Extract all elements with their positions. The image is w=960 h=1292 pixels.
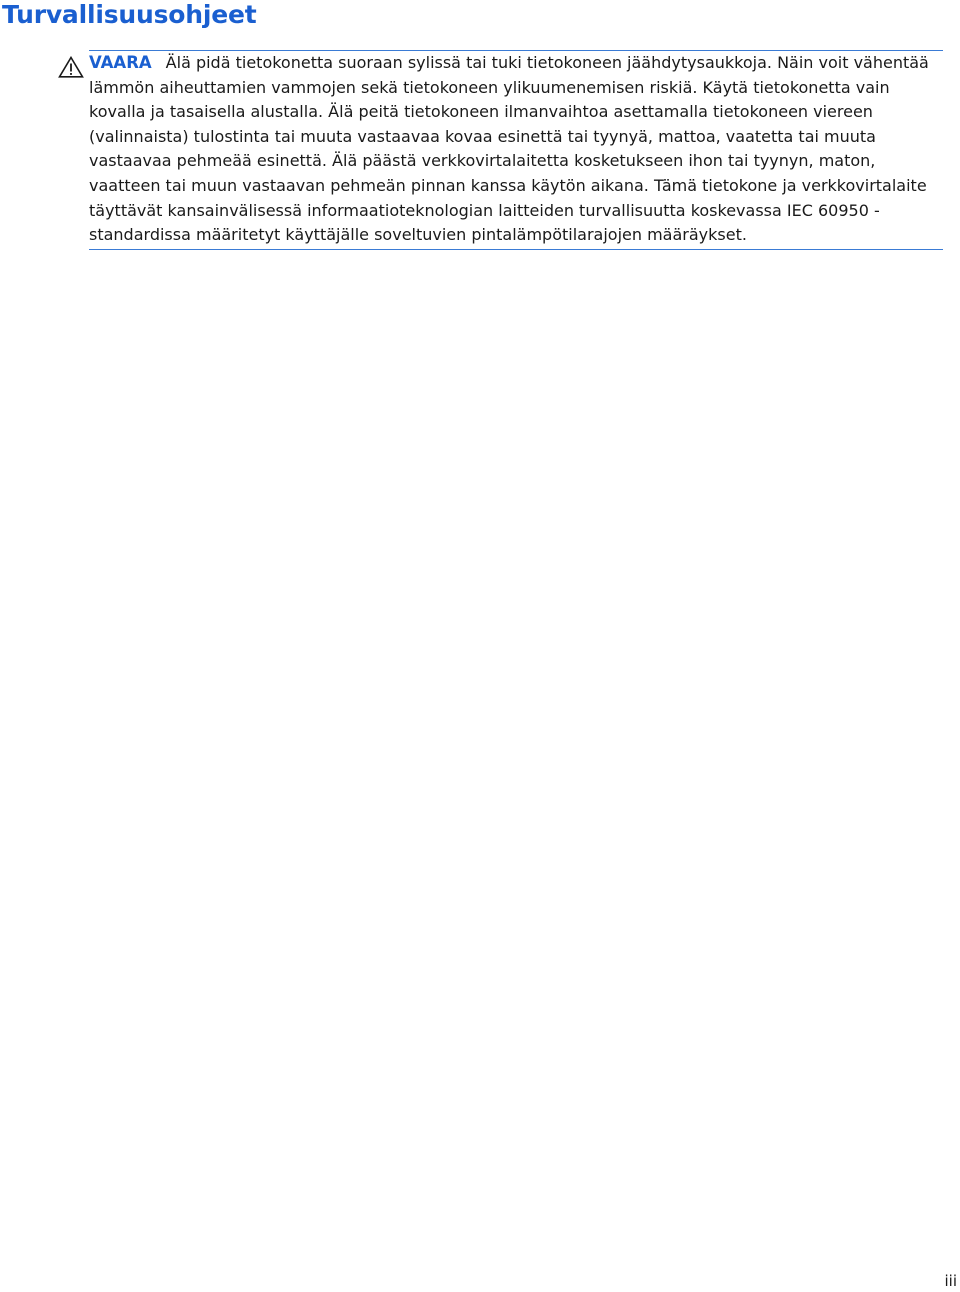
warning-triangle-icon <box>58 56 84 78</box>
warning-label: VAARA <box>89 53 152 72</box>
warning-notice <box>89 50 943 250</box>
warning-paragraph <box>89 51 949 248</box>
page-title: Turvallisuusohjeet <box>2 0 257 29</box>
page-number: iii <box>944 1272 957 1290</box>
warning-body: Älä pidä tietokonetta suoraan sylissä tai tuki tietokoneen jäähdytysaukkoja. Näin voit vähentää lämmön aiheuttamien vammojen sekä tietokoneen ylikuumenemisen riskiä. Käytä tietokonetta vain kovalla ja tasaisella alustalla. Älä peitä tietokoneen ilmanvaihtoa asettamalla tietokoneen viereen (valinnaista) tulostinta tai muuta vastaavaa kovaa esinettä tai tyynyä, mattoa, vaatetta tai muuta vastaavaa pehmeää esinettä. Älä päästä verkkovirtalaitetta kosketukseen ihon tai tyynyn, maton, vaatteen tai muun vastaavan pehmeän pinnan kanssa käytön aikana. Tämä tietokone ja verkkovirtalaite täyttävät kansainvälisessä informaatioteknologian laitteiden turvallisuutta koskevassa IEC 60950 -standardissa määritetyt käyttäjälle soveltuvien pintalämpötilarajojen määräykset. <box>89 53 929 245</box>
